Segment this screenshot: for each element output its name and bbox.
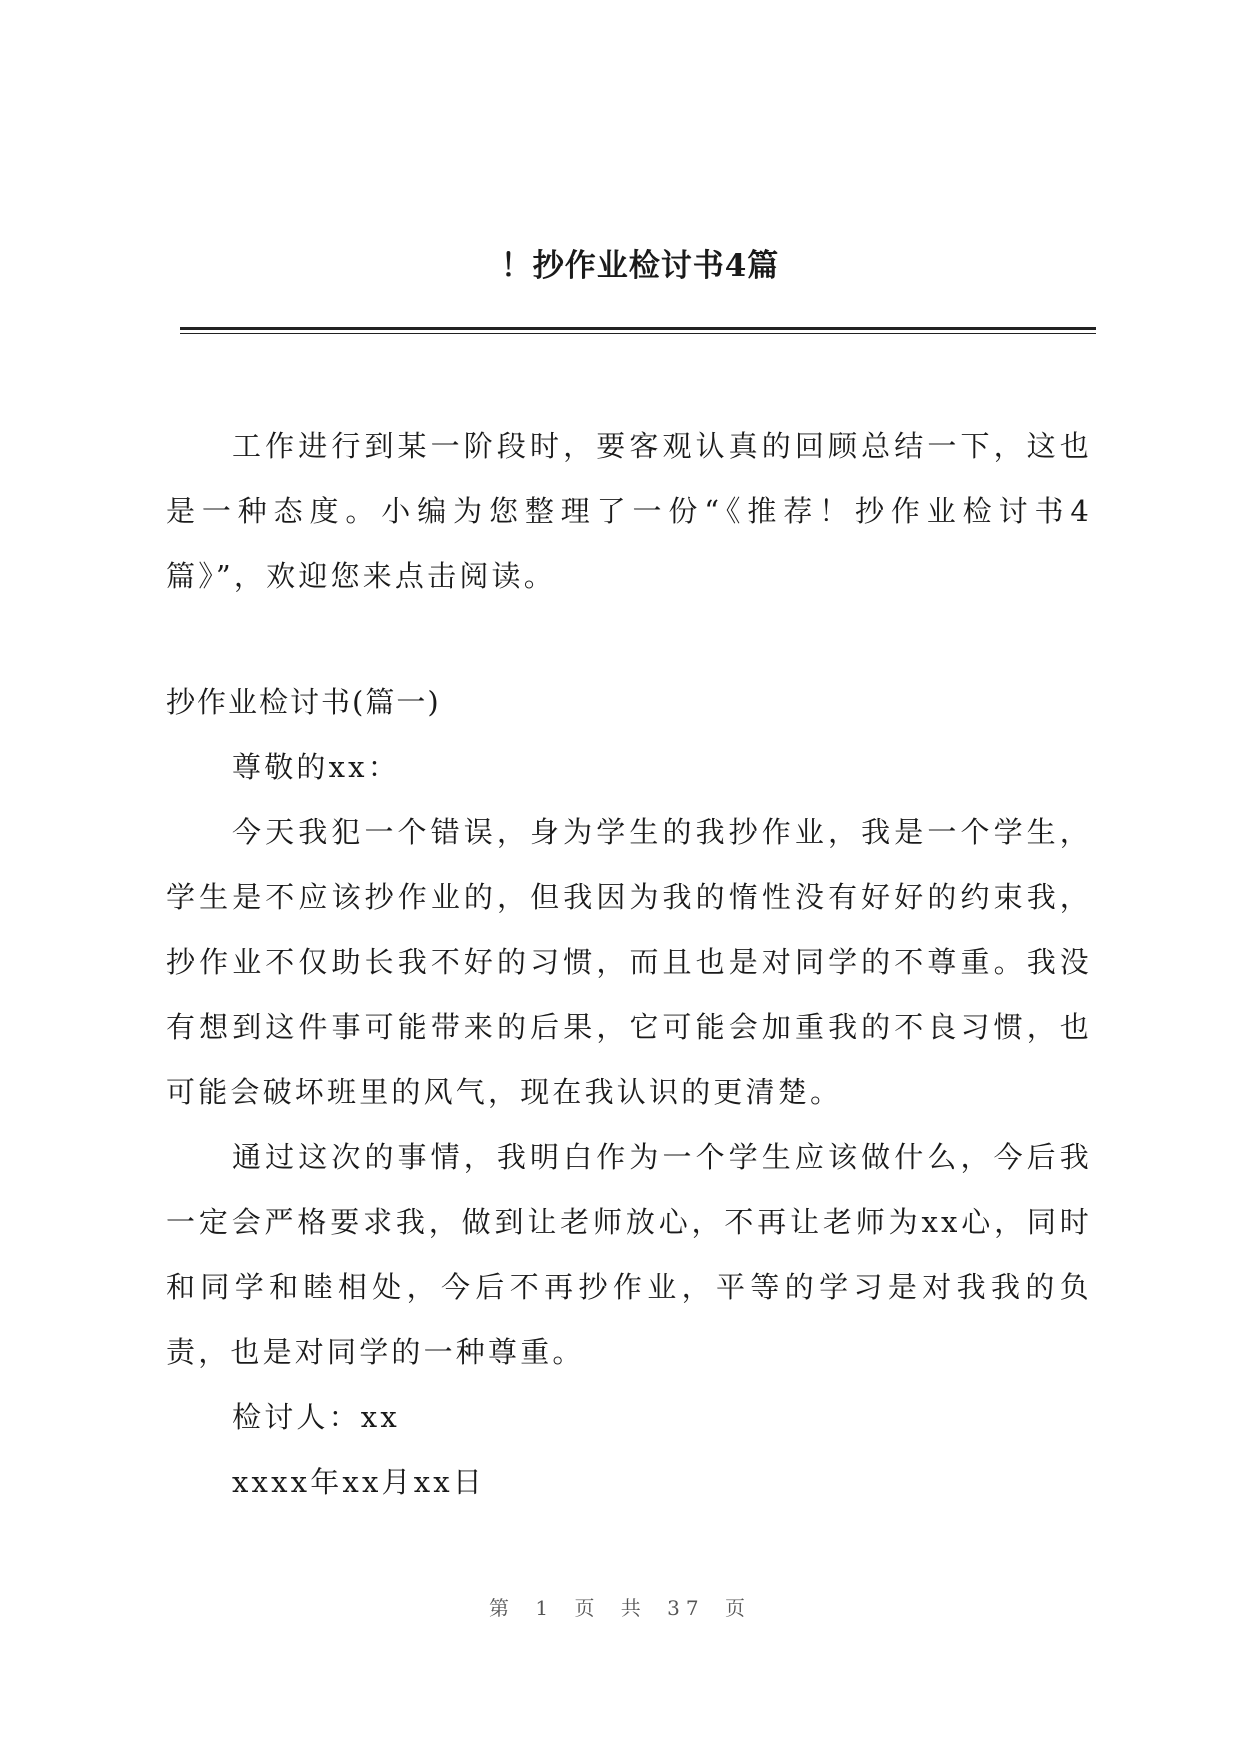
title-divider xyxy=(180,327,1096,330)
section-heading: 抄作业检讨书(篇一) xyxy=(166,685,441,719)
intro-paragraph: 工作进行到某一阶段时，要客观认真的回顾总结一下，这也是一种态度。小编为您整理了一份“《推荐！抄作业检讨书4篇》”，欢迎您来点击阅读。 xyxy=(166,429,1092,593)
document-title: ！抄作业检讨书4篇 xyxy=(500,248,780,284)
date-line: xxxx年xx月xx日 xyxy=(232,1465,486,1499)
salutation: 尊敬的xx： xyxy=(232,750,400,784)
page-number-footer: 第 1 页 共 37 页 xyxy=(489,1596,751,1620)
body-paragraph-1: 今天我犯一个错误，身为学生的我抄作业，我是一个学生，学生是不应该抄作业的，但我因为我的惰性没有好好的约束我，抄作业不仅助长我不好的习惯，而且也是对同学的不尊重。我没有想到这件事可能带来的后果，它可能会加重我的不良习惯，也可能会破坏班里的风气，现在我认识的更清楚。 xyxy=(166,815,1092,1109)
signature-line: 检讨人：xx xyxy=(232,1400,400,1434)
body-paragraph-2: 通过这次的事情，我明白作为一个学生应该做什么，今后我一定会严格要求我，做到让老师放心，不再让老师为xx心，同时和同学和睦相处，今后不再抄作业，平等的学习是对我我的负责，也是对同学的一种尊重。 xyxy=(166,1140,1092,1369)
